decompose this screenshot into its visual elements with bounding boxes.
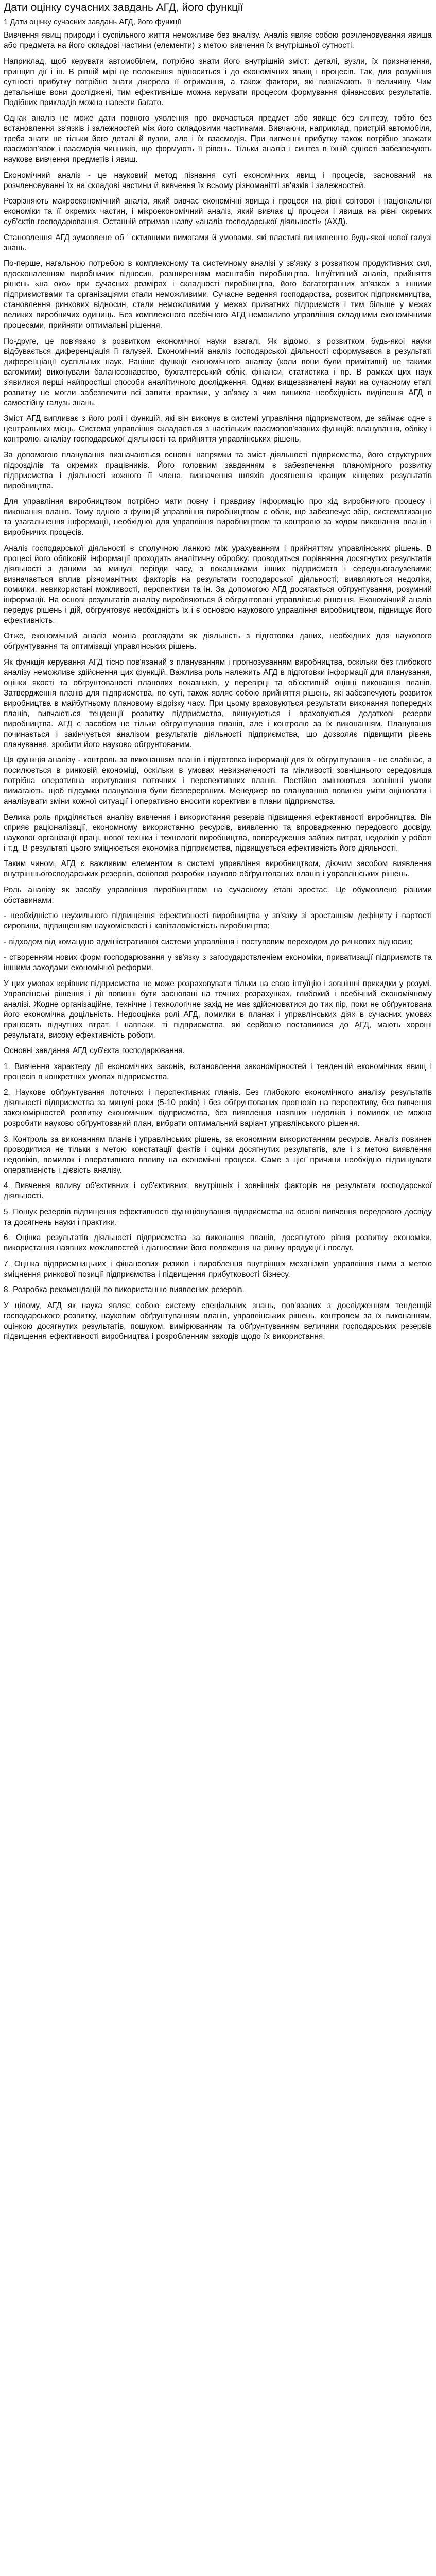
body-paragraph: 2. Наукове обґрунтування поточних і перспективних планів. Без глибокого економічного аналізу результатів діяльності підприємства за минулі роки (5-10 років) і без обґрунтованих прогнозів на перспективу, без вивчення закономірностей розвитку економічних підприємства, без виявлення наявних недоліків і помилок не можна розробити науково обґрунтований план, вибрати оптимальний варіант управлінського рішення. bbox=[4, 1088, 432, 1128]
body-paragraph: 4. Вивчення впливу об'єктивних і суб'єктивних, внутрішніх і зовнішніх факторів на результати господарської діяльності. bbox=[4, 1181, 432, 1200]
body-paragraph: Велика роль приділяється аналізу вивчення і використання резервів підвищення ефективності виробництва. Він сприяє раціоналізації, економному використанню ресурсів, виявленню та впровадженню передового досвіду, наукової організації праці, нової техніки і технології виробництва, попередження зайвих витрат, недоліків у роботі і т.д. В результаті цього зміцнюється економіка підприємства, підвищується ефективність його діяльності. bbox=[4, 812, 432, 853]
body-paragraph: - необхідністю неухильного підвищення ефективності виробництва у зв'язку зі зростанням дефіциту і вартості сировини, підвищенням наукомісткості і капіталомісткість виробництва; bbox=[4, 911, 432, 930]
body-paragraph: У цілому, АГД як наука являє собою систему спеціальних знань, пов'язаних з дослідженням тенденцій господарського розвитку, науковим обґрунтуванням планів, управлінських рішень, контролем за їх виконанням, оцінкою досягнутих результатів, пошуком, вимірюванням та обґрунтуванням величини господарських резервів підвищення ефективності виробництва і розробленням заходів щодо їх використання. bbox=[4, 1301, 432, 1341]
body-paragraph: По-друге, це пов'язано з розвитком економічної науки взагалі. Як відомо, з розвитком будь-якої науки відбувається диференціація її галузей. Економічний аналіз господарської діяльності сформувався в результаті диференціації суспільних наук. Раніше функції економічного аналізу (коли вони були примітивні) не такими вагомими) виконували балансознавство, бухгалтерський облік, фінанси, статистика і пр. В рамках цих наук з'явилися перші найпростіші способи аналітичного дослідження. Однак вищезазначені науки на сучасному етапі розвитку не могли забезпечити всі запити практики, у зв'язку з чим виникла необхідність виділення АГД в самостійну галузь знань. bbox=[4, 336, 432, 408]
body-paragraph: Як функція керування АГД тісно пов'язаний з плануванням і прогнозуванням виробництва, оскільки без глибокого аналізу неможливе здійснення цих функцій. Важлива роль належить АГД в підготовки інформації для планування, оцінки якості та обгрунтованості планових показників, у перевірці та об'єктивній оцінці виконання планів. Затвердження планів для підприємства, по суті, також являє собою прийняття рішень, які забезпечують розвиток виробництва в майбутньому плановому відрізку часу. При цьому враховуються результати виконання попередніх планів, вивчаються тенденції розвитку підприємства, вишукуються і враховуються додаткові резерви виробництва. АГД є засобом не тільки обгрунтування планів, але і контролю за їх виконанням. Планування починається і закінчується аналізом результатів діяльності підприємства, що дозволяє підвищити рівень планування, зробити його науково обгрунтованим. bbox=[4, 657, 432, 749]
body-paragraph: Роль аналізу як засобу управління виробництвом на сучасному етапі зростає. Це обумовлено різними обставинами: bbox=[4, 885, 432, 905]
body-paragraph: У цих умовах керівник підприємства не може розраховувати тільки на свою інтуїцію і зовнішні прикидки у розумі. Управлінські рішення і дії повинні бути засновані на точних розрахунках, глибокий і всебічний економічному аналізі. Жодне організаційне, технічне і технологічне захід не має здійснюватися до тих пір, поки не обґрунтована його економічна доцільність. Недооцінка ролі АГД, помилки в планах і управлінських діях в сучасних умовах приносять відчутних втрат. І навпаки, ті підприємства, які серйозно поставилися до АГД, мають хороші результати, високу ефективність роботи. bbox=[4, 979, 432, 1040]
body-paragraph: Вивчення явищ природи і суспільного життя неможливе без аналізу. Аналіз являє собою розчленовування явища або предмета на його складові частини (елементи) з метою вивчення їх внутрішньої сутності. bbox=[4, 31, 432, 50]
body-paragraph: 6. Оцінка результатів діяльності підприємства за виконання планів, досягнутого рівня розвитку економіки, використання наявних можливостей і діагностики його положення на ринку продукції і послуг. bbox=[4, 1233, 432, 1252]
body-paragraph: 1. Вивчення характеру дії економічних законів, встановлення закономірностей і тенденцій економічних явищ і процесів в конкретних умовах підприємства. bbox=[4, 1062, 432, 1081]
body-paragraph: По-перше, нагальною потребою в комплексному та системному аналізі у зв'язку з розвитком продуктивних сил, вдосконаленням виробничих відносин, розширенням масштабів виробництва. Інтуїтивний аналіз, прийняття рішень «на око» при сучасних розмірах і складності виробництва, його багатогранних зв'язках з іншими підприємствами та організаціями стали неможливими. Сучасне ведення господарства, розвиток підприємництва, становлення ринкових відносин, стали неможливими у межах приватних підприємств і тим більше у межах великих виробничих одиниць. Без комплексного всебічного АГД неможливо управління складними економічними процесами, прийняти оптимальні рішення. bbox=[4, 259, 432, 330]
body-paragraph: Наприклад, щоб керувати автомобілем, потрібно знати його внутрішній зміст: деталі, вузли, їх призначення, принцип дії і ін. В рівній мірі це положення відноситься і до економічних явищ і процесів. Так, для розуміння сутності прибутку потрібно знати джерела її отримання, а також фактори, які визначають її величину. Чим детальніше вони досліджені, тим ефективніше можна керувати процесом формування фінансових результатів. Подібних прикладів можна навести багато. bbox=[4, 57, 432, 107]
section-heading: 1 Дати оцінку сучасних завдань АГД, його функції bbox=[4, 18, 182, 26]
body-paragraph: - створенням нових форм господарювання у зв'язку з загосударствленіем економіки, приватизації підприємств та іншими заходами економічної реформи. bbox=[4, 953, 432, 972]
article-body bbox=[4, 30, 432, 1342]
body-paragraph: Ця функція аналізу - контроль за виконанням планів і підготовка інформації для їх обгрунтування - не слабшає, а посилюється в ринковій економіці, оскільки в умовах невизначеності та мінливості зовнішнього середовища потрібна оперативна коригування поточних і перспективних планів. Постійно змінюються зовнішні умови вимагають, щоб підсумки планування були безперервним. Менеджер по плануванню повинен уміти оцінювати і аналізувати зміни кожної ситуації і оперативно вносити корективи в плани підприємства. bbox=[4, 756, 432, 806]
body-paragraph: Зміст АГД випливає з його ролі і функцій, які він виконує в системі управління підприємством, де займає одне з центральних місць. Система управління складається з настільких взаємопов'язаних функцій: планування, обліку і контролю, аналізу господарської діяльності та прийняття управлінських рішень. bbox=[4, 414, 432, 444]
body-paragraph: Економічний аналіз - це науковий метод пізнання суті економічних явищ і процесів, заснований на розчленовуванні їх на складові частини й вивчення їх всьому різноманітті зв'язків і залежностей. bbox=[4, 171, 432, 190]
body-paragraph: 5. Пошук резервів підвищення ефективності функціонування підприємства на основі вивчення передового досвіду та досягнень науки і практики. bbox=[4, 1207, 432, 1227]
body-paragraph: Отже, економічний аналіз можна розглядати як діяльність з підготовки даних, необхідних для наукового обґрунтування та оптимізації управлінських рішень. bbox=[4, 632, 432, 651]
body-paragraph: Таким чином, АГД є важливим елементом в системі управління виробництвом, діючим засобом виявлення внутрішньогосподарських резервів, основою розробки науково обґрунтованих планів і управлінських рішень. bbox=[4, 859, 432, 878]
body-paragraph: 8. Розробка рекомендацій по використанню виявлених резервів. bbox=[4, 1285, 245, 1294]
body-paragraph: 7. Оцінка підприємницьких і фінансових ризиків і вироблення внутрішніх механізмів управління ними з метою зміцнення ринкової позиції підприємства і підвищення прибутковості бізнесу. bbox=[4, 1259, 432, 1279]
body-paragraph: Для управління виробництвом потрібно мати повну і правдиву інформацію про хід виробничого процесу і виконання планів. Тому одною з функцій управління виробництвом є облік, що забезпечує збір, систематизацію та узагальнення інформації, необхідної для управління виробництвом та контролю за ходом виконання планів і виробничих процесів. bbox=[4, 497, 432, 537]
body-paragraph: - відходом від командно адміністративної системи управління і поступовим переходом до ринкових відносин; bbox=[4, 937, 413, 946]
body-paragraph: Аналіз господарської діяльності є сполучною ланкою між урахуванням і прийняттям управлінських рішень. В процесі його обліковій інформації проходить аналітичну обробку: проводиться порівняння досягнутих результатів діяльності з даними за минулі періоди часу, з показниками інших підприємств і середньогалузевими; визначається вплив різноманітних факторів на результати господарської діяльності; виявляються недоліки, помилки, невикористані можливості, перспективи та ін. За допомогою АГД досягається обгрунтування, розумний інформації. На основі результатів аналізу виробляються й обгрунтовані управлінські рішення. Економічний аналіз передує рішень і дій, обгрунтовує необхідність їх і є основою наукового управління виробництвом, піднищує його ефективність. bbox=[4, 544, 432, 625]
body-paragraph: За допомогою планування визначаються основні напрямки та зміст діяльності підприємства, його структурних підрозділів та окремих працівників. Його головним завданням є забезпечення планомірного розвитку підприємства і діяльності кожного її члена, визначення шляхів досягнення кращих кінцевих результатів виробництва. bbox=[4, 450, 432, 490]
body-paragraph: 3. Контроль за виконанням планів і управлінських рішень, за економним використанням ресурсів. Аналіз повинен проводитися не тільки з метою констатації фактів і оцінки досягнутих результатів, але і з метою виявлення недоліків, помилок і оперативного впливу на економічні процеси. Саме з цієї причини необхідно підвищувати оперативність і дієвість аналізу. bbox=[4, 1134, 432, 1175]
body-paragraph: Становлення АГД зумовлене об ' єктивними вимогами й умовами, які властиві виникненню будь-якої нової галузі знань. bbox=[4, 233, 432, 252]
body-paragraph: Основні завдання АГД суб'єкта господарювання. bbox=[4, 1046, 185, 1055]
page-title: Дати оцінку сучасних завдань АГД, його функції bbox=[4, 2, 243, 13]
body-paragraph: Однак аналіз не може дати повного уявлення про вивчається предмет або явище без синтезу, тобто без встановлення зв'язків і залежностей між його складовими частинами. Вивчаючи, наприклад, пристрій автомобіля, треба знати не тільки його деталі й вузли, але і їх взаємодія. При вивченні прибутку також потрібно зважати взаємозв'язок і взаємодія чинників, що формують її рівень. Тільки аналіз і синтез в їхній єдності забезпечують наукове вивчення предметів і явищ. bbox=[4, 114, 432, 164]
body-paragraph: Розрізняють макроекономічний аналіз, який вивчає економічні явища і процеси на рівні світової і національної економіки та її окремих частин, і мікроекономічний аналіз, який вивчає ці процеси і явища на рівні окремих суб'єктів господарювання. Останній отримав назву «аналіз господарської діяльності» (АХД). bbox=[4, 197, 432, 226]
